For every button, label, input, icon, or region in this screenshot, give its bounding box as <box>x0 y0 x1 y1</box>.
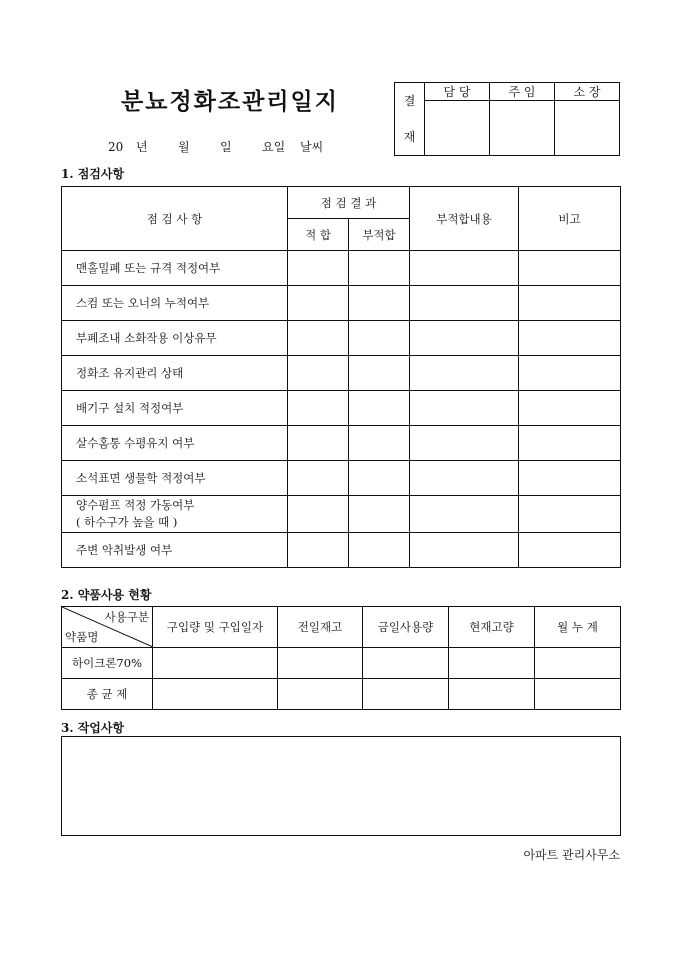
data-cell[interactable] <box>278 679 363 710</box>
month-label: 월 <box>178 140 190 154</box>
pass-cell[interactable] <box>288 286 349 321</box>
pump-line1: 양수펌프 적정 가동여부 <box>76 497 195 512</box>
fail-detail-cell[interactable] <box>410 461 519 496</box>
fail-cell[interactable] <box>349 533 410 568</box>
fail-detail-cell[interactable] <box>410 356 519 391</box>
fail-detail-cell[interactable] <box>410 496 519 533</box>
inspection-item: 스컴 또는 오너의 누적여부 <box>62 286 288 321</box>
fail-cell[interactable] <box>349 356 410 391</box>
data-cell[interactable] <box>153 679 278 710</box>
col-header: 현재고량 <box>449 607 535 648</box>
fail-detail-cell[interactable] <box>410 391 519 426</box>
pass-cell[interactable] <box>288 533 349 568</box>
approval-label-top: 결 <box>403 93 416 108</box>
diag-top-label: 사용구분 <box>104 610 149 624</box>
col-header-fail-detail: 부적합내용 <box>410 187 519 251</box>
col-header-pass: 적 합 <box>288 219 349 251</box>
page-title: 분뇨정화조관리일지 <box>121 88 339 115</box>
fail-cell[interactable] <box>349 461 410 496</box>
inspection-item: 맨홀밀폐 또는 규격 적정여부 <box>62 251 288 286</box>
inspection-item-pump <box>62 496 288 533</box>
col-header: 월 누 계 <box>535 607 621 648</box>
data-cell[interactable] <box>535 679 621 710</box>
data-cell[interactable] <box>449 648 535 679</box>
fail-cell[interactable] <box>349 251 410 286</box>
diagonal-header-cell <box>62 607 153 648</box>
data-cell[interactable] <box>449 679 535 710</box>
note-cell[interactable] <box>519 321 621 356</box>
work-notes-box[interactable] <box>61 736 621 836</box>
fail-cell[interactable] <box>349 391 410 426</box>
col-header-note: 비고 <box>519 187 621 251</box>
col-header: 금일사용량 <box>363 607 449 648</box>
fail-cell[interactable] <box>349 426 410 461</box>
data-cell[interactable] <box>278 648 363 679</box>
note-cell[interactable] <box>519 251 621 286</box>
year-label: 년 <box>136 140 148 154</box>
col-header-result: 점 검 결 과 <box>288 187 410 219</box>
inspection-item: 부폐조내 소화작용 이상유무 <box>62 321 288 356</box>
weekday-label: 요일 <box>262 140 286 154</box>
pass-cell[interactable] <box>288 496 349 533</box>
inspection-item: 소석표면 생물학 적정여부 <box>62 461 288 496</box>
col-header-fail: 부적합 <box>349 219 410 251</box>
year-prefix: 20 <box>108 140 124 154</box>
diag-bottom-label: 약품명 <box>65 630 99 644</box>
inspection-item: 주변 악취발생 여부 <box>62 533 288 568</box>
approval-label-bottom: 재 <box>403 130 416 144</box>
inspection-table <box>61 186 621 568</box>
inspection-item: 살수홈통 수평유지 여부 <box>62 426 288 461</box>
signature-box[interactable] <box>425 101 490 156</box>
chemical-name: 하이크론70% <box>62 648 153 679</box>
approval-table <box>394 82 620 156</box>
fail-cell[interactable] <box>349 321 410 356</box>
approval-role: 담 당 <box>425 83 490 101</box>
note-cell[interactable] <box>519 286 621 321</box>
note-cell[interactable] <box>519 496 621 533</box>
section1-heading: 1. 점검사항 <box>61 167 125 181</box>
chemical-table <box>61 606 621 710</box>
date-line <box>108 138 323 155</box>
note-cell[interactable] <box>519 391 621 426</box>
col-header: 구입량 및 구입일자 <box>153 607 278 648</box>
section2-heading: 2. 약품사용 현황 <box>61 588 152 602</box>
signature-box[interactable] <box>555 101 620 156</box>
pass-cell[interactable] <box>288 321 349 356</box>
fail-detail-cell[interactable] <box>410 251 519 286</box>
col-header-item: 점 검 사 항 <box>62 187 288 251</box>
pass-cell[interactable] <box>288 461 349 496</box>
approval-role: 소 장 <box>555 83 620 101</box>
fail-detail-cell[interactable] <box>410 426 519 461</box>
pass-cell[interactable] <box>288 356 349 391</box>
section3-heading: 3. 작업사항 <box>61 721 125 735</box>
fail-detail-cell[interactable] <box>410 321 519 356</box>
inspection-item: 정화조 유지관리 상태 <box>62 356 288 391</box>
data-cell[interactable] <box>535 648 621 679</box>
data-cell[interactable] <box>363 648 449 679</box>
note-cell[interactable] <box>519 426 621 461</box>
pass-cell[interactable] <box>288 251 349 286</box>
pass-cell[interactable] <box>288 426 349 461</box>
weather-label: 날씨 <box>300 140 324 154</box>
fail-cell[interactable] <box>349 286 410 321</box>
footer-office: 아파트 관리사무소 <box>523 848 620 862</box>
day-label: 일 <box>220 140 232 154</box>
approval-role: 주 임 <box>490 83 555 101</box>
inspection-item: 배기구 설치 적정여부 <box>62 391 288 426</box>
approval-label-cell <box>395 83 425 156</box>
fail-detail-cell[interactable] <box>410 286 519 321</box>
pump-line2: ( 하수구가 높을 때 ) <box>76 515 178 529</box>
chemical-name: 종 균 제 <box>62 679 153 710</box>
data-cell[interactable] <box>363 679 449 710</box>
fail-detail-cell[interactable] <box>410 533 519 568</box>
col-header: 전일재고 <box>278 607 363 648</box>
fail-cell[interactable] <box>349 496 410 533</box>
note-cell[interactable] <box>519 533 621 568</box>
pass-cell[interactable] <box>288 391 349 426</box>
signature-box[interactable] <box>490 101 555 156</box>
note-cell[interactable] <box>519 356 621 391</box>
data-cell[interactable] <box>153 648 278 679</box>
note-cell[interactable] <box>519 461 621 496</box>
